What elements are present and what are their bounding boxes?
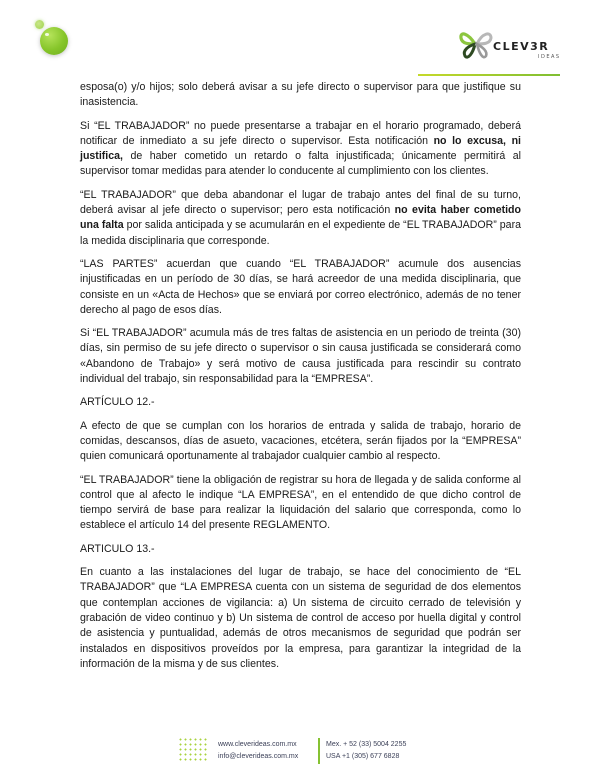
phone-mexico: Mex. + 52 (33) 5004 2255 <box>326 741 407 748</box>
website-link[interactable]: www.cleverideas.com.mx <box>218 741 297 748</box>
footer-contact-web <box>218 739 298 763</box>
butterfly-logo-icon <box>458 27 494 61</box>
bold-text: no lo excusa, ni justifica, <box>80 134 521 163</box>
text-segment: ARTÍCULO 12.- <box>80 396 155 409</box>
footer-divider <box>318 738 320 764</box>
paragraph <box>80 326 521 387</box>
dot-grid-icon <box>178 737 208 763</box>
company-logo <box>458 27 568 67</box>
article-heading <box>80 542 521 557</box>
phone-usa: USA +1 (305) 677 6828 <box>326 753 400 760</box>
logo-wordmark: CLEV3R <box>493 40 550 53</box>
article-heading <box>80 395 521 410</box>
logo-tagline: IDEAS <box>538 54 561 60</box>
small-bubble-icon <box>35 20 44 29</box>
email-link[interactable]: info@cleverideas.com.mx <box>218 753 299 760</box>
text-segment: Si “EL TRABAJADOR” no puede presentarse a trabajar en el horario programado, deberá notificar de inmediato a su jefe directo o supervisor. Esta notificación <box>80 119 521 147</box>
text-segment: “EL TRABAJADOR” tiene la obligación de registrar su hora de llegada y de salida conforme al control que al afecto le indique “LA EMPRESA”, en el entendido de que dicho control de tiempo servirá de base para realizar la liquidación del salario que corresponda, como lo establece el artículo 14 del presente REGLAMENTO. <box>80 473 521 532</box>
green-bubble-icon <box>40 27 68 55</box>
text-segment: Si “EL TRABAJADOR” acumula más de tres faltas de asistencia en un periodo de treinta (30) días, sin permiso de su jefe directo o supervisor o sin causa justificada se considerará como «Abandono de Trabajo» y será motivo de causa justificada para rescindir su contrato individual del trabajo, sin responsabilidad para la “EMPRESA”. <box>80 327 521 386</box>
paragraph <box>80 565 521 672</box>
paragraph <box>80 473 521 534</box>
text-segment: de haber cometido un retardo o falta injustificada; únicamente permitirá al supervisor tomar medidas para atender lo conducente al cumplimiento con los clientes. <box>80 150 521 178</box>
text-segment: esposa(o) y/o hijos; solo deberá avisar a su jefe directo o supervisor para que justifique su inasistencia. <box>80 81 521 109</box>
text-segment: En cuanto a las instalaciones del lugar de trabajo, se hace del conocimiento de “EL TRABAJADOR” que “LA EMPRESA cuenta con un sistema de seguridad de dos elementos que contemplan acciones de vigilancia: a) Un sistema de circuito cerrado de televisión y grabación de video continuo y b) Un sistema de control de acceso por huella digital y control de asistencia y puntualidad, además de otros mecanismos de seguridad que podrán ser instalados en dispositivos proveídos por la empresa, para garantizar la integridad de la información de la misma y de sus clientes. <box>80 566 521 670</box>
paragraph <box>80 419 521 465</box>
header-divider <box>418 74 560 76</box>
document-body <box>80 80 521 680</box>
paragraph <box>80 80 521 111</box>
page-footer <box>0 733 601 773</box>
bold-text: no evita haber cometido una falta <box>80 204 522 232</box>
paragraph <box>80 188 521 249</box>
text-segment: ARTICULO 13.- <box>80 542 155 555</box>
text-segment: “EL TRABAJADOR” que deba abandonar el lugar de trabajo antes del final de su turno, deberá avisar al jefe directo o supervisor; pero esta notificación <box>80 188 521 217</box>
paragraph <box>80 257 521 318</box>
text-segment: “LAS PARTES” acuerdan que cuando “EL TRABAJADOR” acumule dos ausencias injustificadas en un período de 30 días, se hará acreedor de una medida disciplinaria, que consiste en un «Acta de Hechos» que se enviará por correo electrónico, además de no tener derecho al pago de esos días. <box>80 257 521 316</box>
text-segment: A efecto de que se cumplan con los horarios de entrada y salida de trabajo, horario de comidas, descansos, días de asueto, vacaciones, etcétera, serán fijados por la “EMPRESA” quien comunicará oportunamente al trabajador cualquier cambio al respecto. <box>80 419 521 463</box>
footer-contact-phone <box>326 739 406 763</box>
paragraph <box>80 119 521 180</box>
text-segment: por salida anticipada y se acumularán en el expediente de “EL TRABAJADOR” para la medida disciplinaria que corresponde. <box>80 219 521 247</box>
